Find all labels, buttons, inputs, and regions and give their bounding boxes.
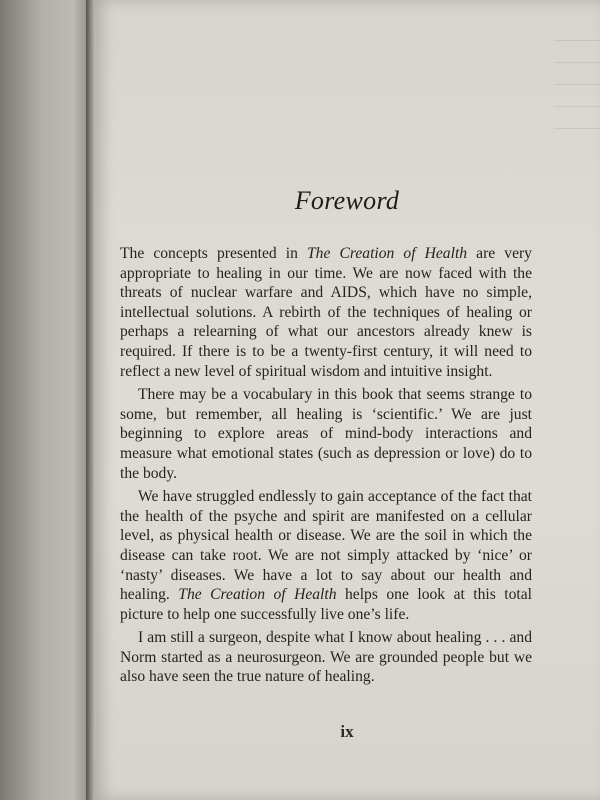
- book-title-italic: The Creation of Health: [307, 245, 468, 262]
- show-through-line: [554, 84, 600, 85]
- paragraph-1-pre: The concepts presented in: [120, 245, 307, 262]
- show-through-line: [554, 128, 600, 129]
- paragraph-2: There may be a vocabulary in this book that seems strange to some, but remember, all healing is ‘scientific.’ We are just beginning to explore areas of mind-body interactions and measure what emotional states (such as depression or love) do to the body.: [120, 386, 532, 482]
- book-title-italic: The Creation of Health: [178, 586, 337, 604]
- show-through-line: [554, 62, 600, 63]
- paragraph-3: [120, 487, 532, 624]
- page-number: ix: [340, 722, 354, 741]
- foreword-body: [120, 244, 532, 687]
- chapter-title: Foreword: [294, 186, 400, 215]
- facing-page-edge: [0, 0, 92, 800]
- paragraph-1: [120, 244, 532, 381]
- paragraph-4: I am still a surgeon, despite what I know about healing . . . and Norm started as a neurosurgeon. We are grounded people but we also have seen the true nature of healing.: [120, 629, 532, 686]
- show-through-line: [554, 40, 600, 41]
- paragraph-3-pre: We have struggled endlessly to gain acceptance of the fact that the health of the psyche and spirit are manifested on a cellular level, as physical health or disease. We are the soil in which the disease can take root. We are not simply attacked by ‘nice’ or ‘nasty’ diseases. We have a lot to say about our health and healing.: [120, 488, 532, 604]
- paragraph-3-post: helps one look at this total picture to help one successfully live one’s life.: [120, 586, 533, 623]
- show-through-line: [554, 106, 600, 107]
- paragraph-1-post: are very appropriate to healing in our time. We are now faced with the threats of nuclear warfare and AIDS, which have no simple, intellectual solutions. A rebirth of the techniques of healing or perhaps a relearning of what our ancestors already knew is required. If there is to be a twenty-first century, it will need to reflect a new level of spiritual wisdom and intuitive insight.: [120, 245, 532, 380]
